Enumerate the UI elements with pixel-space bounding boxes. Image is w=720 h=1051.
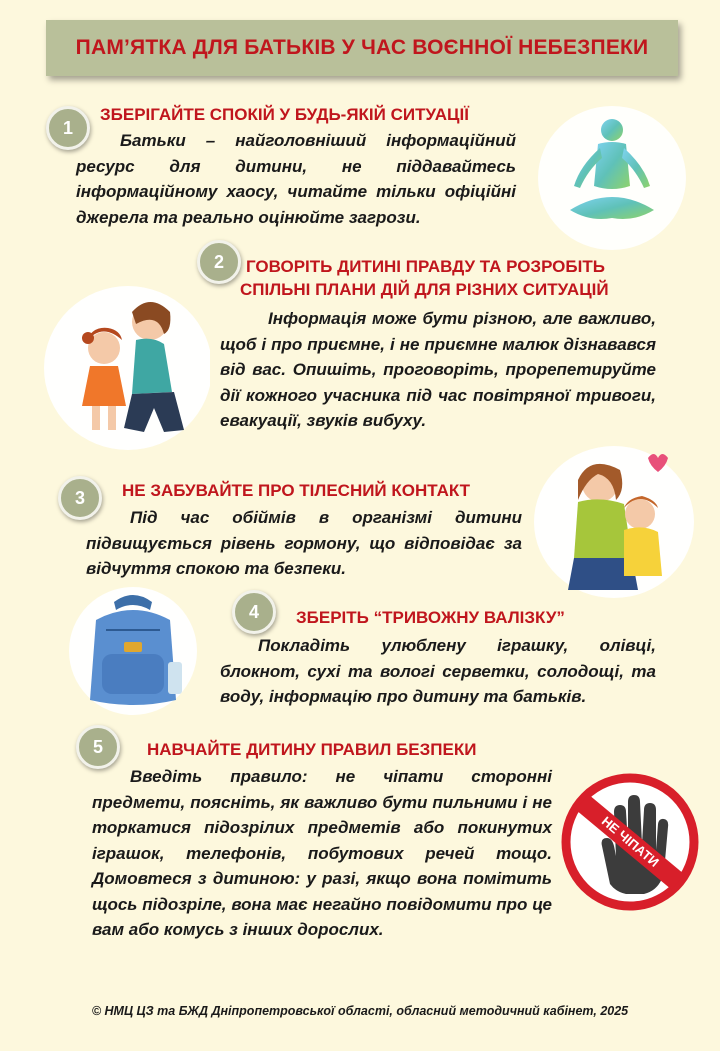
section-number-4: 4 <box>232 590 276 634</box>
do-not-touch-sign-illustration <box>560 772 700 912</box>
sign-text: НЕ ЧІПАТИ <box>598 813 662 870</box>
section-2-heading-line2: СПІЛЬНІ ПЛАНИ ДІЙ ДЛЯ РІЗНИХ СИТУАЦІЙ <box>240 280 609 299</box>
section-2-text: Інформація може бути різною, але важливо, щоб і про приємне, і не приємне малюк дізнавався від вас. Опишіть, проговоріть, прорепетируйте дії кожного учасника під час повітряної тривоги, евакуації, звуків вибуху. <box>220 309 656 430</box>
section-1-text: Батьки – найголовніший інформаційний ресурс для дитини, не піддавайтесь інформаційному хаосу, читайте тільки офіційні джерела та реально оцінюйте загрози. <box>76 131 516 227</box>
title-banner <box>46 20 678 76</box>
backpack-illustration <box>66 584 200 718</box>
section-4-heading: ЗБЕРІТЬ “ТРИВОЖНУ ВАЛІЗКУ” <box>296 608 565 627</box>
section-number-1: 1 <box>46 106 90 150</box>
section-5-heading: НАВЧАЙТЕ ДИТИНУ ПРАВИЛ БЕЗПЕКИ <box>147 740 477 759</box>
section-3-heading: НЕ ЗАБУВАЙТЕ ПРО ТІЛЕСНИЙ КОНТАКТ <box>122 481 471 500</box>
page-title: ПАМ’ЯТКА ДЛЯ БАТЬКІВ У ЧАС ВОЄННОЇ НЕБЕЗПЕКИ <box>75 36 649 59</box>
section-number-2: 2 <box>197 240 241 284</box>
section-2-heading-line1: ГОВОРІТЬ ДИТИНІ ПРАВДУ ТА РОЗРОБІТЬ <box>246 257 605 276</box>
section-3-text: Під час обіймів в організмі дитини підвищується рівень гормону, що відповідає за відчуття спокою та безпеки. <box>86 508 522 578</box>
section-number-3: 3 <box>58 476 102 520</box>
section-1-heading: ЗБЕРІГАЙТЕ СПОКІЙ У БУДЬ-ЯКІЙ СИТУАЦІЇ <box>100 105 469 124</box>
hug-illustration <box>528 440 698 600</box>
section-number-5: 5 <box>76 725 120 769</box>
mother-daughter-talking-illustration <box>32 282 210 452</box>
section-4-text: Покладіть улюблену іграшку, олівці, блокнот, сухі та вологі серветки, солодощі, та воду, інформацію про дитину та батьків. <box>220 636 656 706</box>
section-5-text: Введіть правило: не чіпати сторонні предмети, поясніть, як важливо бути пильними і не торкатися підозрілих предметів або покинутих іграшок, телефонів, побутових речей тощо. Домовтеся з дитиною: у разі, якщо вона помітить щось підозріле, вона має негайно повідомити про це вам або комусь з інших дорослих. <box>92 767 552 939</box>
meditation-illustration <box>534 100 690 252</box>
footer-copyright: © НМЦ ЦЗ та БЖД Дніпропетровської області, обласний методичний кабінет, 2025 <box>91 1004 629 1018</box>
